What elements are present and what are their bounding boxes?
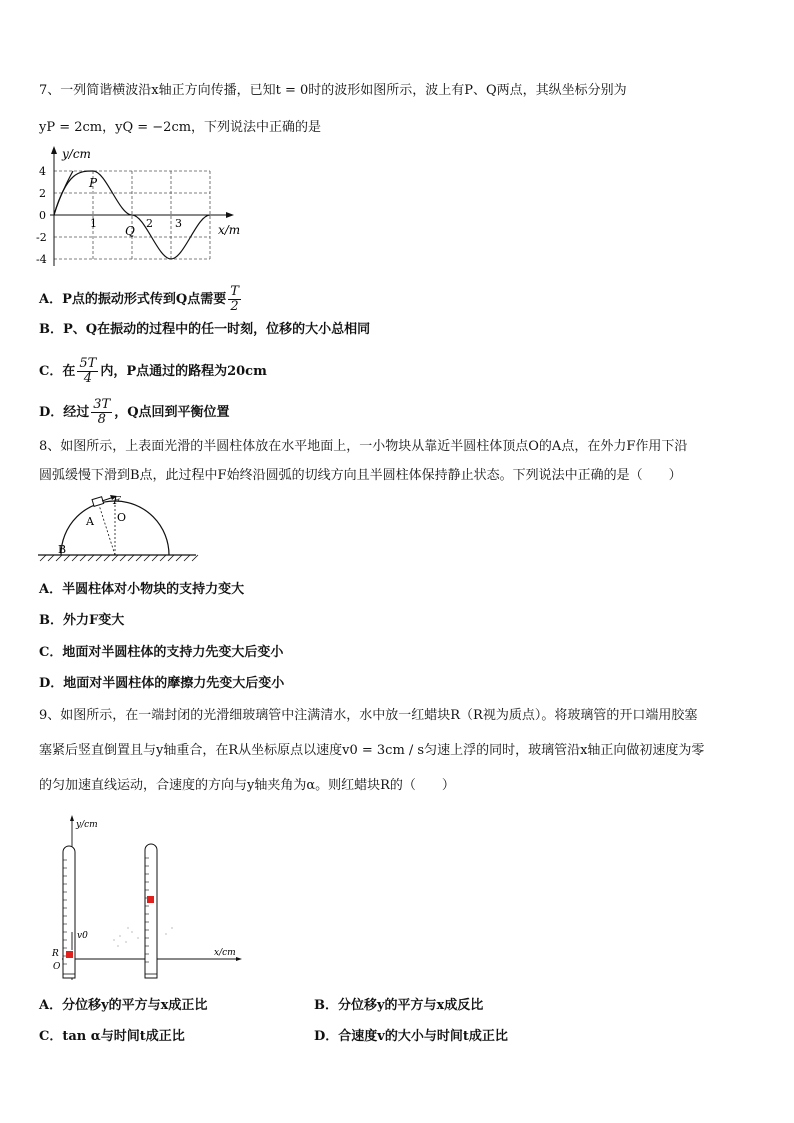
q9-y-arrow <box>70 815 74 821</box>
q7-y-tick-2: 2 <box>39 187 46 200</box>
q8-option-d <box>39 675 284 693</box>
q7-point-q: Q <box>125 224 135 238</box>
q7-y-arrow <box>51 146 57 154</box>
q9-label-v0: v0 <box>77 931 88 941</box>
q8-block <box>92 497 104 507</box>
q9-stem-line3: 的匀加速直线运动，合速度的方向与y轴夹角为α。则红蜡块R的（ ） <box>39 778 455 793</box>
q9-option-d <box>314 1028 508 1046</box>
q8-option-c-text: C．地面对半圆柱体的支持力先变大后变小 <box>39 645 284 660</box>
q8-stem-line2: 圆弧缓慢下滑到B点，此过程中F始终沿圆弧的切线方向且半圆柱体保持静止状态。下列说法中正确的是（ ） <box>39 468 682 483</box>
q9-option-b-text: B．分位移y的平方与x成反比 <box>314 998 484 1013</box>
q7-x-tick-3: 3 <box>175 217 182 230</box>
q9-label-o: O <box>53 962 61 972</box>
q7-option-d-text: ，Q点回到平衡位置 <box>114 405 230 420</box>
q8-option-a-text: A．半圆柱体对小物块的支持力变大 <box>39 582 245 597</box>
q9-y-label: y/cm <box>76 820 98 830</box>
q7-option-d-fraction: $\frac{3T}{8}$ <box>93 397 111 427</box>
q7-option-a-label: A． <box>39 292 63 307</box>
q7-option-c <box>39 357 267 386</box>
q8-label-a: A <box>86 515 94 528</box>
q9-tube-left <box>63 846 75 978</box>
q7-option-c-fraction: $\frac{5T}{4}$ <box>79 356 97 386</box>
q8-semicircle-figure <box>36 494 201 566</box>
q7-option-d-label: D．经过 <box>39 405 90 420</box>
q7-stem-line1: 7、一列简谐横波沿x轴正方向传播，已知t = 0时的波形如图所示，波上有P、Q两点，其纵坐标分别为 <box>39 83 627 98</box>
q8-option-b <box>39 612 124 630</box>
q8-stem-line1: 8、如图所示，上表面光滑的半圆柱体放在水平地面上，一小物块从靠近半圆柱体顶点O的A点，在外力F作用下沿 <box>39 439 688 454</box>
q8-option-a <box>39 581 244 599</box>
q7-option-a <box>39 285 243 314</box>
q9-x-arrow <box>236 957 242 961</box>
q8-option-d-text: D．地面对半圆柱体的摩擦力先变大后变小 <box>39 676 285 691</box>
q7-y-tick-m2: -2 <box>36 231 47 244</box>
q7-y-label: y/cm <box>62 147 91 161</box>
q9-option-b <box>314 997 483 1015</box>
q9-label-r: R <box>52 949 59 959</box>
q9-x-label: x/cm <box>214 948 236 958</box>
q7-y-tick-m4: -4 <box>36 253 47 266</box>
q7-option-c-text: 内，P点通过的路程为20cm <box>100 364 267 379</box>
q7-y-tick-0: 0 <box>39 209 46 222</box>
q8-label-o: O <box>117 511 127 524</box>
q7-y-tick-4: 4 <box>39 165 46 178</box>
q7-wave-figure <box>34 144 249 272</box>
q7-option-d <box>39 398 230 427</box>
q7-x-label: x/m <box>218 223 241 237</box>
q8-label-b: B <box>58 543 67 556</box>
q7-option-b-label: B． <box>39 322 63 337</box>
q8-option-c <box>39 644 283 662</box>
q9-stem-line2: 塞紧后竖直倒置且与y轴重合，在R从坐标原点以速度v0 = 3cm / s匀速上浮的同时，玻璃管沿x轴正向做初速度为零 <box>39 743 705 758</box>
q9-stem-line1: 9、如图所示，在一端封闭的光滑细玻璃管中注满清水，水中放一红蜡块R（R视为质点）。将玻璃管的开口端用胶塞 <box>39 708 698 723</box>
q9-option-a <box>39 997 207 1015</box>
q7-option-a-fraction: $\frac{T}{2}$ <box>230 284 239 314</box>
q9-trajectory-dots <box>113 927 173 947</box>
q9-tube-figure <box>48 812 248 984</box>
q7-x-tick-1: 1 <box>90 217 97 230</box>
q9-option-d-text: D．合速度v的大小与时间t成正比 <box>314 1029 508 1044</box>
q9-option-a-text: A．分位移y的平方与x成正比 <box>39 998 208 1013</box>
q9-tube-right <box>145 844 157 978</box>
q7-option-a-text: P点的振动形式传到Q点需要 <box>62 292 227 307</box>
q7-x-tick-2: 2 <box>146 217 153 230</box>
q8-option-b-text: B．外力F变大 <box>39 613 125 628</box>
q9-option-c-text: C．tan α与时间t成正比 <box>39 1029 185 1044</box>
q7-option-b <box>39 321 370 339</box>
q7-point-p: P <box>89 176 98 190</box>
q8-label-f: F <box>113 494 121 507</box>
q9-red-block-start <box>66 951 73 958</box>
q8-radius-a <box>99 505 115 555</box>
q7-option-b-text: P、Q在振动的过程中的任一时刻，位移的大小总相同 <box>63 322 371 337</box>
q7-stem-line2: yP = 2cm，yQ = −2cm，下列说法中正确的是 <box>39 120 322 135</box>
q9-red-block-moved <box>147 896 154 903</box>
q7-x-arrow <box>226 212 234 218</box>
q9-option-c <box>39 1028 185 1046</box>
q7-option-c-label: C．在 <box>39 364 76 379</box>
